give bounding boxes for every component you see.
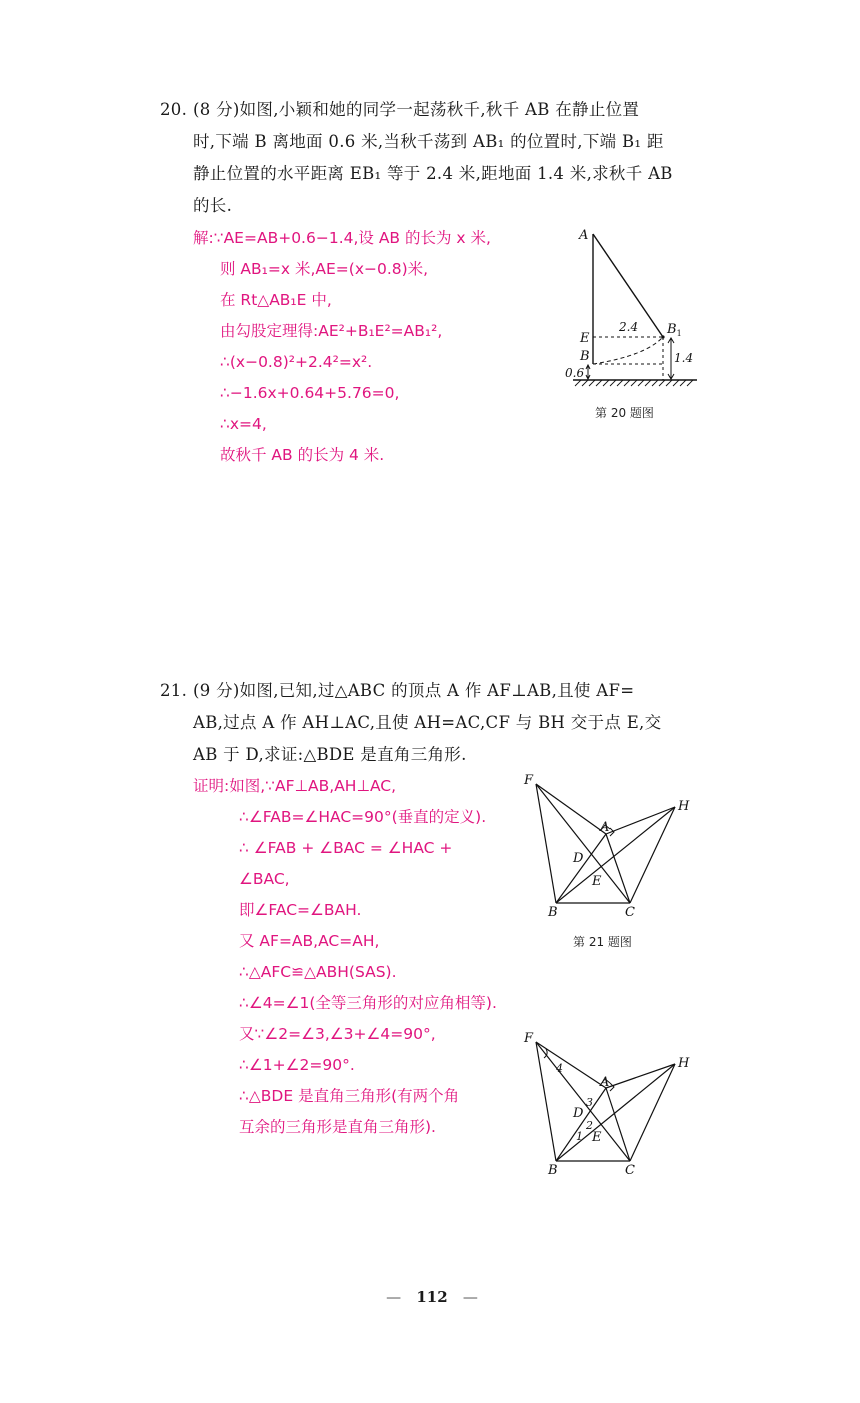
q21-proof-line-11: ∴△BDE 是直角三角形(有两个角 [239, 1087, 460, 1105]
ground-hatch [575, 380, 693, 386]
label-f: F [524, 773, 534, 788]
label-b: B [548, 905, 558, 920]
q20-figure [555, 222, 705, 412]
q20-sol-line-8: 故秋千 AB 的长为 4 米. [220, 446, 385, 464]
swing-arc [593, 337, 663, 364]
q20-line-1: (8 分)如图,小颖和她的同学一起荡秋千,秋千 AB 在静止位置 [193, 100, 640, 119]
label-c: C [625, 905, 635, 920]
q21-line-3: AB 于 D,求证:△BDE 是直角三角形. [193, 745, 467, 764]
measure-left-label: 0.6 [565, 366, 585, 380]
q21-number: 21. [160, 681, 188, 700]
q20-line-3: 静止位置的水平距离 EB₁ 等于 2.4 米,距地面 1.4 米,求秋千 AB [193, 164, 673, 183]
q21-proof-line-12: 互余的三角形是直角三角形). [239, 1118, 436, 1136]
q20-sol-line-2: 则 AB₁=x 米,AE=(x−0.8)米, [220, 260, 429, 278]
label-b: B [580, 349, 590, 364]
label-d: D [573, 851, 584, 866]
label-b: B [548, 1163, 558, 1178]
q20-sol-line-7: ∴x=4, [220, 415, 267, 433]
measure-right-label: 1.4 [674, 351, 694, 365]
q21-proof-line-2: ∴∠FAB=∠HAC=90°(垂直的定义). [239, 808, 487, 826]
seg-ac [606, 834, 630, 903]
q20-line-4: 的长. [193, 196, 233, 215]
footer-dash-left: — [386, 1288, 402, 1306]
seg-hc [630, 1064, 675, 1161]
angle-label-1: 1 [576, 1130, 583, 1143]
q21-proof-line-3: ∴ ∠FAB + ∠BAC = ∠HAC + [239, 839, 453, 857]
seg-fc [536, 784, 630, 903]
label-b1: $B_1$ [667, 322, 682, 338]
q21-proof-line-8: ∴∠4=∠1(全等三角形的对应角相等). [239, 994, 497, 1012]
label-h: H [678, 1056, 690, 1071]
q21-figure-caption: 第 21 题图 [573, 935, 632, 949]
q20-figure-caption: 第 20 题图 [595, 406, 654, 420]
b1-point [661, 335, 664, 338]
label-d: D [573, 1106, 584, 1121]
measure-top-label: 2.4 [619, 320, 639, 334]
q21-proof-line-4: ∠BAC, [239, 870, 290, 888]
q20-sol-line-5: ∴(x−0.8)²+2.4²=x². [220, 353, 373, 371]
label-h: H [678, 799, 690, 814]
label-e: E [580, 331, 590, 346]
q20-solution [193, 223, 491, 471]
seg-fb [536, 1042, 556, 1161]
q21-line-2: AB,过点 A 作 AH⊥AC,且使 AH=AC,CF 与 BH 交于点 E,交 [193, 713, 662, 732]
footer-dash-right: — [462, 1288, 478, 1306]
q20-sol-line-4: 由勾股定理得:AE²+B₁E²=AB₁², [220, 322, 443, 340]
q21-line-1: (9 分)如图,已知,过△ABC 的顶点 A 作 AF⊥AB,且使 AF= [193, 681, 635, 700]
page-number: 112 [416, 1288, 448, 1306]
angle-label-4: 4 [556, 1062, 563, 1075]
angle-label-3: 3 [586, 1096, 593, 1109]
q21-proof-line-1: 证明:如图,∵AF⊥AB,AH⊥AC, [193, 777, 397, 795]
label-e: E [592, 1130, 602, 1145]
q21-proof-line-9: 又∵∠2=∠3,∠3+∠4=90°, [239, 1025, 436, 1043]
q21-proof-line-5: 即∠FAC=∠BAH. [239, 901, 362, 919]
seg-fc [536, 1042, 630, 1161]
q21-proof [193, 771, 497, 1143]
seg-fb [536, 784, 556, 903]
q21-proof-line-6: 又 AF=AB,AC=AH, [239, 932, 380, 950]
q20-sol-line-1: 解:∵AE=AB+0.6−1.4,设 AB 的长为 x 米, [193, 229, 491, 247]
q20-stem [193, 94, 693, 222]
measure-0-6 [586, 365, 590, 379]
label-e: E [592, 874, 602, 889]
label-f: F [524, 1031, 534, 1046]
label-c: C [625, 1163, 635, 1178]
q21-proof-line-10: ∴∠1+∠2=90°. [239, 1056, 355, 1074]
q21-figure-2 [520, 1028, 700, 1178]
q21-proof-line-7: ∴△AFC≌△ABH(SAS). [239, 963, 397, 981]
angle-label-2: 2 [586, 1119, 593, 1132]
q20-sol-line-6: ∴−1.6x+0.64+5.76=0, [220, 384, 400, 402]
q20-sol-line-3: 在 Rt△AB₁E 中, [220, 291, 332, 309]
seg-fa [536, 784, 606, 834]
page-footer [382, 1288, 482, 1306]
label-a: A [579, 228, 589, 243]
q21-stem [193, 675, 693, 771]
q20-number: 20. [160, 100, 188, 119]
label-a: A [600, 820, 610, 835]
label-a: A [600, 1075, 610, 1090]
seg-ac [606, 1088, 630, 1161]
q20-line-2: 时,下端 B 离地面 0.6 米,当秋千荡到 AB₁ 的位置时,下端 B₁ 距 [193, 132, 664, 151]
seg-ah [606, 1064, 675, 1088]
q21-figure-1 [520, 770, 700, 920]
